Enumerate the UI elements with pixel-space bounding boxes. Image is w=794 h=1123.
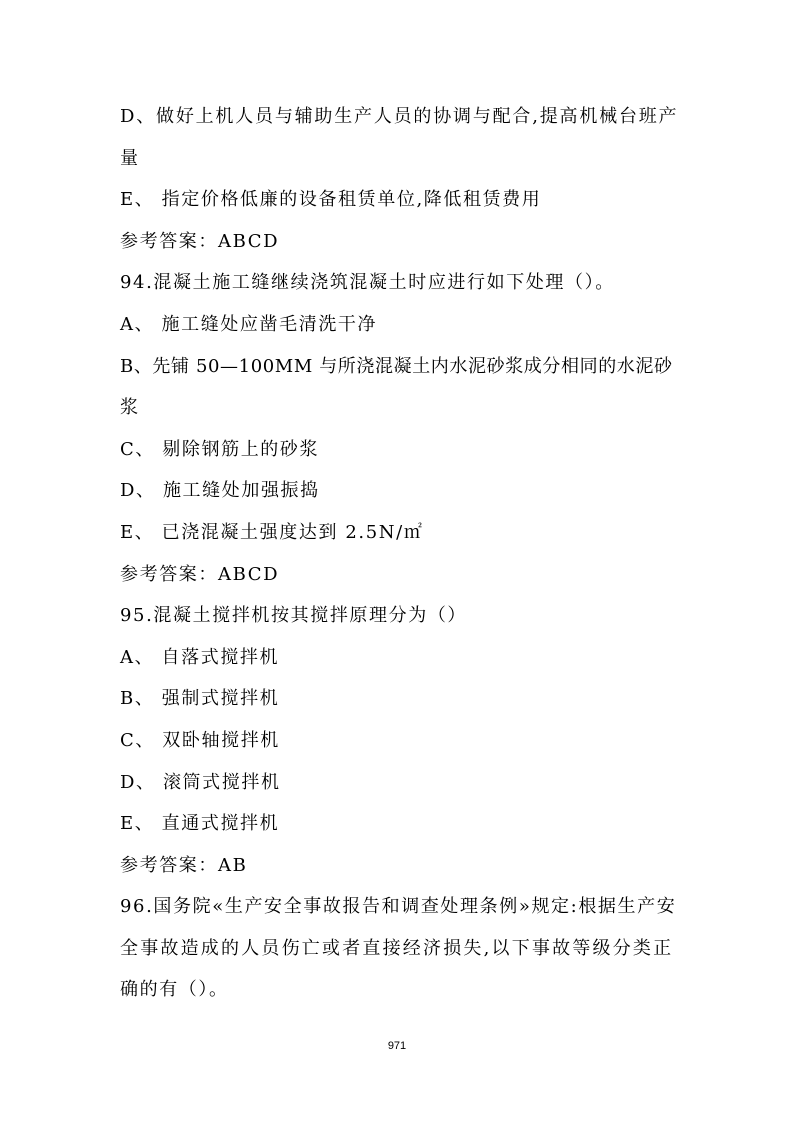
q94-option-c: C、 剔除钢筋上的砂浆 bbox=[120, 438, 320, 460]
question-96-line-2: 全事故造成的人员伤亡或者直接经济损失,以下事故等级分类正 bbox=[120, 937, 674, 959]
option-d-line-2: 量 bbox=[120, 147, 140, 169]
q94-option-d: D、 施工缝处加强振捣 bbox=[120, 480, 320, 502]
q94-option-b-line-1: B、先铺 50—100MM 与所浇混凝土内水泥砂浆成分相同的水泥砂 bbox=[120, 355, 673, 377]
page-content bbox=[120, 96, 678, 1011]
answer-94: 参考答案：ABCD bbox=[120, 563, 280, 585]
q94-option-e: E、 已浇混凝土强度达到 2.5N/㎡ bbox=[120, 521, 424, 543]
q95-option-c: C、 双卧轴搅拌机 bbox=[120, 729, 280, 751]
option-e: E、 指定价格低廉的设备租赁单位,降低租赁费用 bbox=[120, 189, 542, 211]
question-94: 94.混凝土施工缝继续浇筑混凝土时应进行如下处理（）。 bbox=[120, 272, 615, 294]
q95-option-a: A、 自落式搅拌机 bbox=[120, 646, 280, 668]
q95-option-e: E、 直通式搅拌机 bbox=[120, 813, 280, 835]
answer-95: 参考答案：AB bbox=[120, 854, 248, 876]
answer-93: 参考答案：ABCD bbox=[120, 230, 280, 252]
option-d-line-1: D、做好上机人员与辅助生产人员的协调与配合,提高机械台班产 bbox=[120, 106, 679, 127]
question-95: 95.混凝土搅拌机按其搅拌原理分为（） bbox=[120, 605, 468, 627]
page-number: 971 bbox=[387, 1040, 407, 1052]
q95-option-b: B、 强制式搅拌机 bbox=[120, 688, 280, 710]
question-96-line-1: 96.国务院«生产安全事故报告和调查处理条例»规定:根据生产安 bbox=[120, 896, 677, 918]
question-96-line-3: 确的有（）。 bbox=[120, 979, 229, 1001]
q95-option-d: D、 滚筒式搅拌机 bbox=[120, 771, 281, 793]
q94-option-b-line-2: 浆 bbox=[120, 397, 140, 419]
q94-option-a: A、 施工缝处应凿毛清洗干净 bbox=[120, 313, 378, 335]
